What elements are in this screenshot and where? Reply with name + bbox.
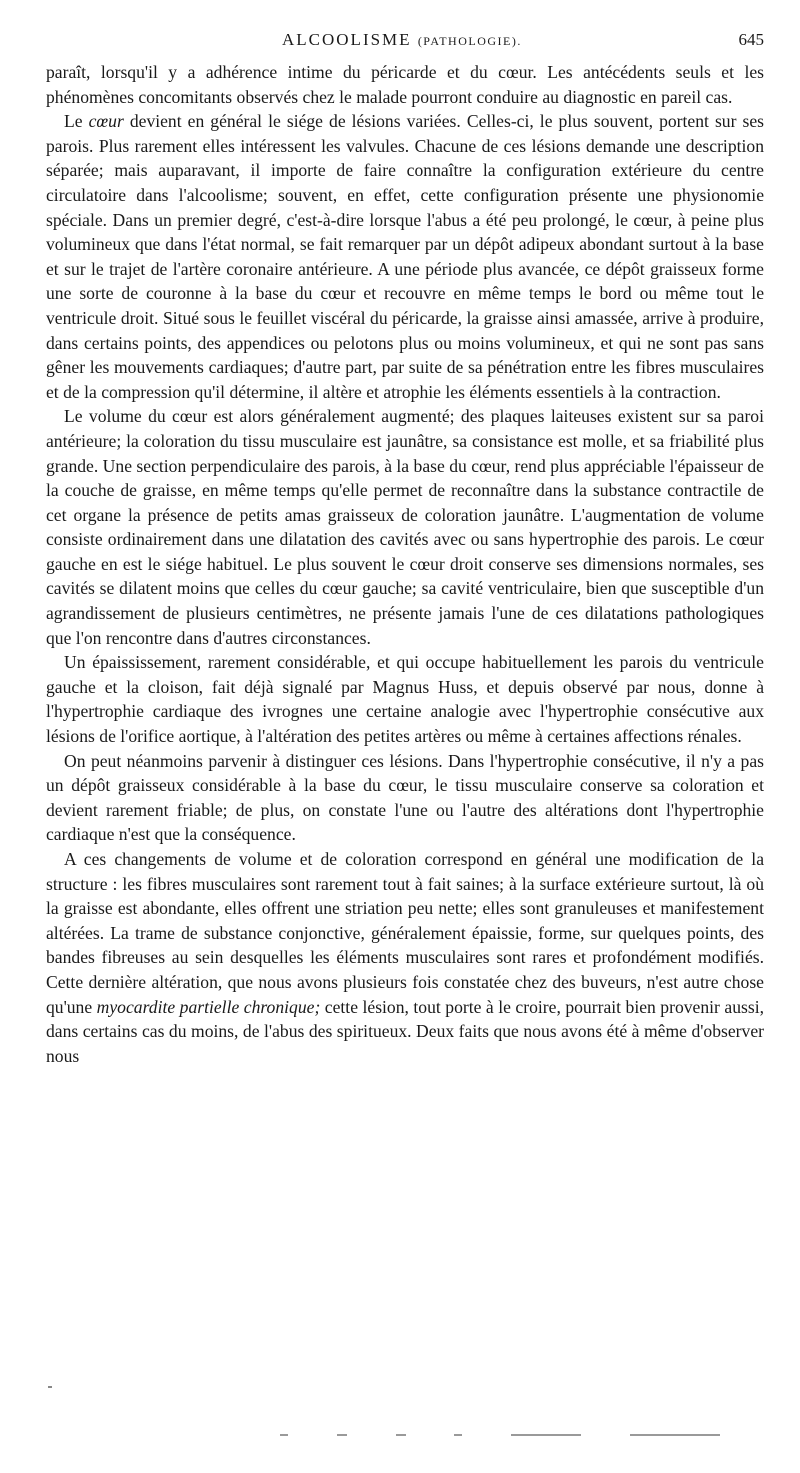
paragraph: On peut néanmoins parvenir à distinguer ces lésions. Dans l'hypertrophie consécutive, il n'y a pas un dépôt graisseux considérable à la base du cœur, le tissu musculaire conserve sa coloration et devient rarement friable; de plus, on constate l'une ou l'autre des altérations dont l'hypertrophie cardiaque n'est que la conséquence. — [46, 750, 764, 845]
text-run: A ces changements de volume et de coloration correspond en général une modification de la structure : les fibres musculaires sont rarement tout à fait saines; à la surface extérieure surtout, là où la graisse est abondante, elles offrent une striation peu nette; elles sont granuleuses et manifestement altérées. La trame de substance conjonctive, généralement épaissie, forme, sur quelques points, des bandes fibreuses au sein desquelles les éléments musculaires sont rares et profondément modifiés. Cette dernière altération, que nous avons plusieurs fois constatée chez des buveurs, n'est autre chose qu'une — [46, 849, 764, 1017]
stray-mark — [48, 1386, 52, 1388]
italic-text: cœur — [88, 111, 124, 132]
paragraph: Un épaississement, rarement considérable, et qui occupe habituellement les parois du ventricule gauche et la cloison, fait déjà signalé par Magnus Huss, et depuis observé par nous, donne à l'hypertrophie cardiaque des ivrognes une certaine analogie avec l'hypertrophie consécutive aux lésions de l'orifice aortique, à l'altération des petites artères ou même à certaines affections rénales. — [46, 652, 764, 747]
footer-marks — [280, 1432, 720, 1438]
body-text — [46, 60, 764, 1068]
running-head — [46, 0, 764, 56]
italic-text: myocardite partielle chronique; — [96, 996, 321, 1017]
running-title-main: ALCOOLISME — [282, 30, 412, 49]
text-run: cette lésion, tout porte à le croire, pourrait bien provenir aussi, dans certains cas du moins, de l'abus des spiritueux. Deux faits que nous avons été à même d'observer nous — [46, 996, 764, 1066]
paragraph: paraît, lorsqu'il y a adhérence intime du péricarde et du cœur. Les antécédents seuls et les phénomènes concomitants observés chez le malade pourront conduire au diagnostic en pareil cas. — [46, 62, 764, 107]
paragraph: Le volume du cœur est alors généralement augmenté; des plaques laiteuses existent sur sa paroi antérieure; la coloration du tissu musculaire est jaunâtre, sa consistance est molle, et sa friabilité plus grande. Une section perpendiculaire des parois, à la base du cœur, rend plus appréciable l'épaisseur de la couche de graisse, en même temps qu'elle permet de reconnaître dans la substance contractile de cet organe la présence de petits amas graisseux de coloration jaunâtre. L'augmentation de volume consiste ordinairement dans une dilatation des cavités avec ou sans hypertrophie des parois. Le cœur gauche en est le siége habituel. Le plus souvent le cœur droit conserve ses dimensions normales, ses cavités se dilatent moins que celles du cœur gauche; sa cavité ventriculaire, bien que susceptible d'un agrandissement de plusieurs centimètres, ne présente jamais l'une de ces dilatations pathologiques que l'on rencontre dans d'autres circonstances. — [46, 406, 764, 648]
paragraph — [46, 847, 764, 1068]
text-run: Le — [64, 111, 89, 132]
page — [46, 0, 764, 1068]
running-title — [282, 30, 522, 50]
page-number: 645 — [738, 30, 764, 49]
paragraph — [46, 109, 764, 404]
running-title-sub: (PATHOLOGIE). — [417, 34, 522, 48]
text-run: devient en général le siége de lésions variées. Celles-ci, le plus souvent, portent sur ses parois. Plus rarement elles intéressent les valvules. Chacune de ces lésions demande une description séparée; mais auparavant, il importe de faire connaître la configuration extérieure du centre circulatoire dans l'alcoolisme; souvent, en effet, cette configuration présente une physionomie spéciale. Dans un premier degré, c'est-à-dire lorsque l'abus a été peu prolongé, le cœur, à peine plus volumineux que dans l'état normal, se fait remarquer par un dépôt adipeux abondant surtout à la base et sur le trajet de l'artère coronaire antérieure. A une période plus avancée, ce dépôt graisseux forme une sorte de couronne à la base du cœur et recouvre en même temps le bord ou même tout le ventricule droit. Situé sous le feuillet viscéral du péricarde, la graisse ainsi amassée, arrive à produire, dans certains points, des appendices ou pelotons plus ou moins volumineux, et qui ne sont pas sans gêner les mouvements cardiaques; d'autre part, par suite de sa pénétration entre les fibres musculaires et de la compression qu'il détermine, il altère et atrophie les éléments essentiels à la contraction. — [46, 111, 764, 402]
